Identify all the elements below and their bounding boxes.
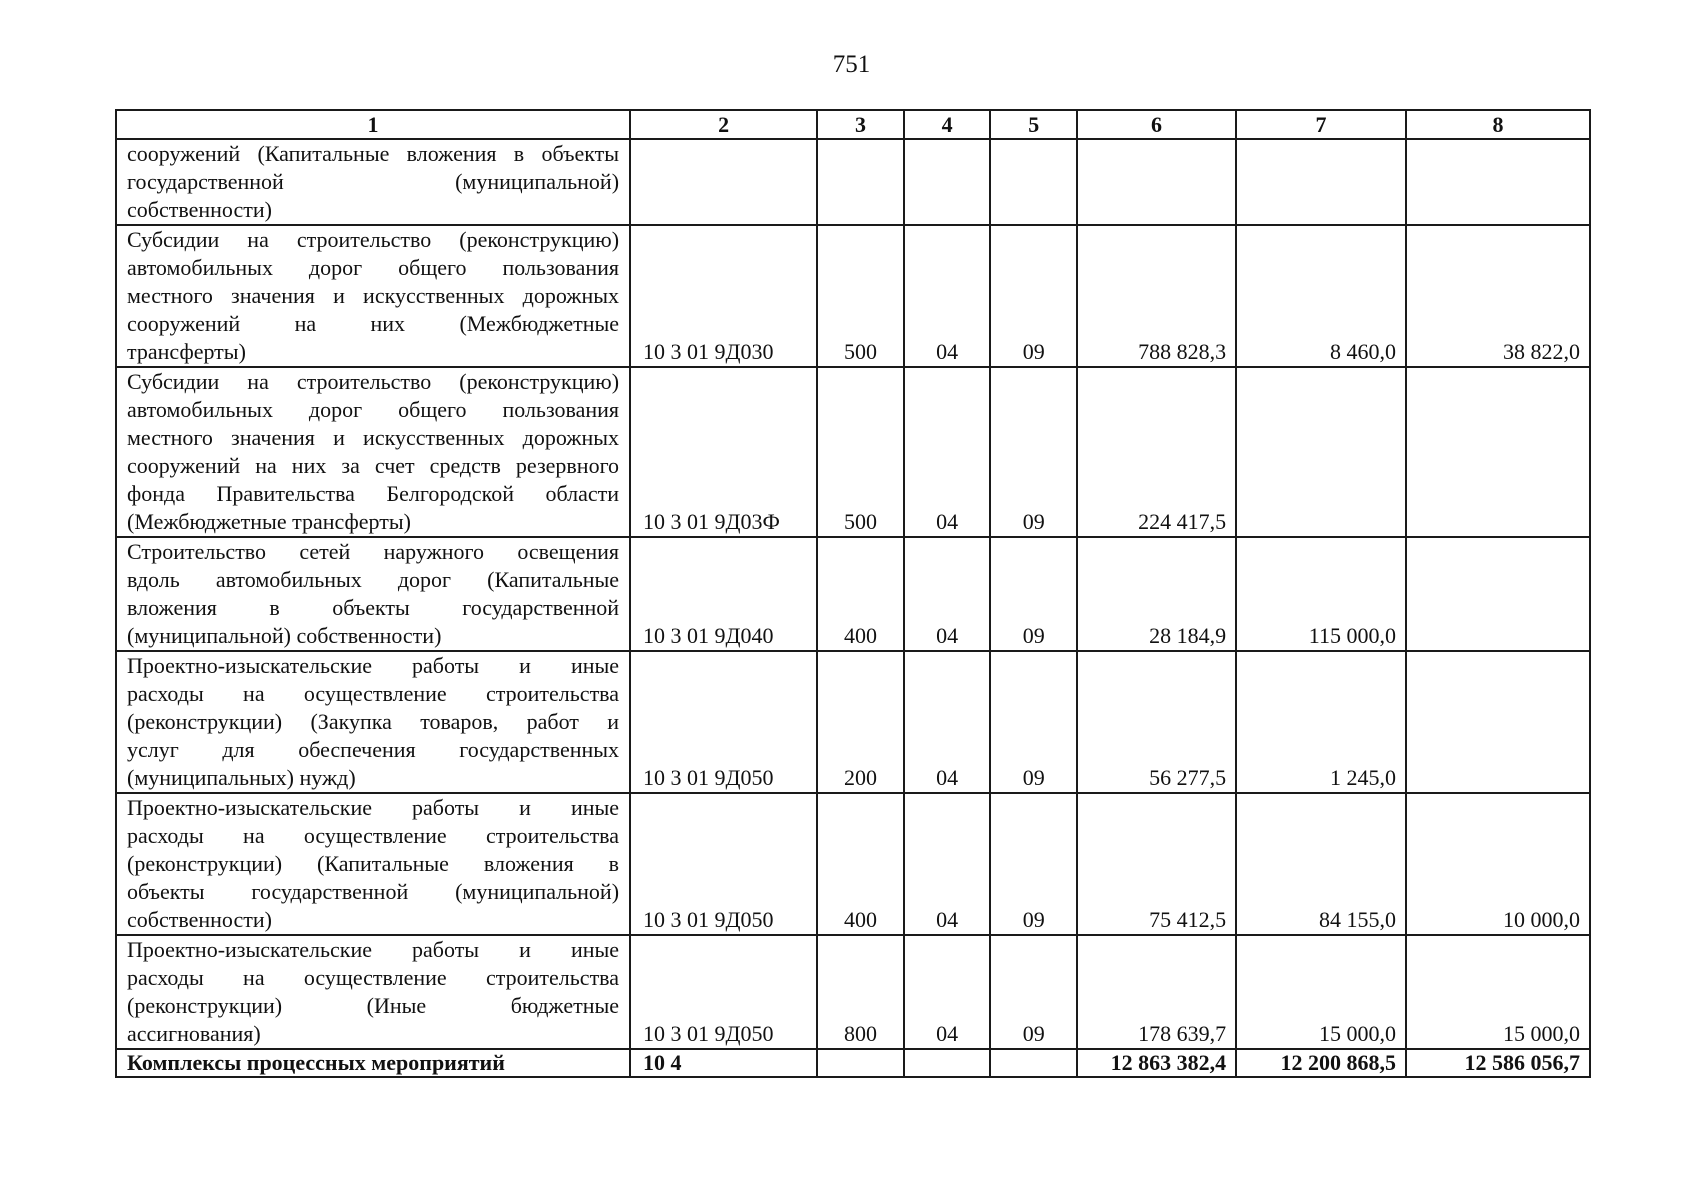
column-header: 5 — [990, 110, 1077, 139]
row-code: 10 3 01 9Д040 — [630, 537, 817, 651]
table-row — [116, 139, 1590, 225]
row-col-7: 115 000,0 — [1236, 537, 1406, 651]
row-col-4: 04 — [904, 225, 991, 367]
row-code: 10 3 01 9Д050 — [630, 793, 817, 935]
row-col-8 — [1406, 537, 1590, 651]
row-col-5: 09 — [990, 367, 1077, 537]
description-line: Субсидии на строительство (реконструкцию) — [127, 369, 620, 394]
row-col-4: 04 — [904, 537, 991, 651]
table-row — [116, 367, 1590, 537]
description-line: местного значения и искусственных дорожных — [127, 283, 620, 308]
row-col-8: 15 000,0 — [1406, 935, 1590, 1049]
row-col-6: 28 184,9 — [1077, 537, 1236, 651]
row-col-6 — [1077, 139, 1236, 225]
column-header: 8 — [1406, 110, 1590, 139]
row-description — [116, 367, 630, 537]
description-line: Строительство сетей наружного освещения — [127, 539, 620, 564]
column-header: 7 — [1236, 110, 1406, 139]
description-line: (реконструкции) (Иные бюджетные — [127, 993, 620, 1018]
description-line: местного значения и искусственных дорожных — [127, 425, 620, 450]
row-col-3: 500 — [817, 225, 904, 367]
header-row — [116, 110, 1590, 139]
column-header: 4 — [904, 110, 991, 139]
description-line: автомобильных дорог общего пользования — [127, 255, 620, 280]
row-col-7 — [1236, 367, 1406, 537]
description-line: вложения в объекты государственной — [127, 595, 620, 620]
row-col-3: 800 — [817, 935, 904, 1049]
description-line: Проектно-изыскательские работы и иные — [127, 937, 620, 962]
description-line: фонда Правительства Белгородской области — [127, 481, 620, 506]
table-cell — [817, 1049, 904, 1077]
description-line: расходы на осуществление строительства — [127, 681, 620, 706]
row-col-6: 56 277,5 — [1077, 651, 1236, 793]
row-col-7: 8 460,0 — [1236, 225, 1406, 367]
column-header: 3 — [817, 110, 904, 139]
total-label: Комплексы процессных мероприятий — [116, 1049, 630, 1077]
row-description — [116, 225, 630, 367]
description-line: Субсидии на строительство (реконструкцию) — [127, 227, 620, 252]
row-col-8: 10 000,0 — [1406, 793, 1590, 935]
description-line: сооружений на них (Межбюджетные — [127, 311, 620, 336]
description-line: расходы на осуществление строительства — [127, 965, 620, 990]
description-line: собственности) — [127, 197, 272, 222]
total-code: 10 4 — [630, 1049, 817, 1077]
row-col-5 — [990, 139, 1077, 225]
table-cell — [990, 1049, 1077, 1077]
row-col-8: 38 822,0 — [1406, 225, 1590, 367]
table-cell — [904, 1049, 991, 1077]
description-line: Проектно-изыскательские работы и иные — [127, 795, 620, 820]
description-line: (реконструкции) (Закупка товаров, работ и — [127, 709, 620, 734]
description-line: Проектно-изыскательские работы и иные — [127, 653, 620, 678]
table-row — [116, 537, 1590, 651]
row-code: 10 3 01 9Д030 — [630, 225, 817, 367]
row-col-7: 15 000,0 — [1236, 935, 1406, 1049]
description-line: сооружений на них за счет средств резервного — [127, 453, 620, 478]
description-line: услуг для обеспечения государственных — [127, 737, 620, 762]
row-code: 10 3 01 9Д050 — [630, 651, 817, 793]
description-line: (муниципальных) нужд) — [127, 765, 356, 790]
description-line: автомобильных дорог общего пользования — [127, 397, 620, 422]
table-row — [116, 935, 1590, 1049]
description-line: трансферты) — [127, 339, 246, 364]
row-col-7: 1 245,0 — [1236, 651, 1406, 793]
page-number: 751 — [832, 51, 871, 78]
row-col-3: 400 — [817, 793, 904, 935]
description-line: ассигнования) — [127, 1021, 261, 1046]
table-row — [116, 793, 1590, 935]
row-col-4: 04 — [904, 935, 991, 1049]
row-code: 10 3 01 9Д050 — [630, 935, 817, 1049]
total-col-8: 12 586 056,7 — [1406, 1049, 1590, 1077]
description-line: расходы на осуществление строительства — [127, 823, 620, 848]
row-description — [116, 793, 630, 935]
row-col-5: 09 — [990, 935, 1077, 1049]
description-line: объекты государственной (муниципальной) — [127, 879, 620, 904]
row-description — [116, 537, 630, 651]
row-col-4: 04 — [904, 793, 991, 935]
row-col-4: 04 — [904, 651, 991, 793]
row-col-8 — [1406, 651, 1590, 793]
row-col-7 — [1236, 139, 1406, 225]
description-line: (реконструкции) (Капитальные вложения в — [127, 851, 620, 876]
total-col-6: 12 863 382,4 — [1077, 1049, 1236, 1077]
description-line: государственной (муниципальной) — [127, 169, 620, 194]
row-col-6: 75 412,5 — [1077, 793, 1236, 935]
row-col-4 — [904, 139, 991, 225]
row-description — [116, 935, 630, 1049]
description-line: (муниципальной) собственности) — [127, 623, 442, 648]
description-line: (Межбюджетные трансферты) — [127, 509, 411, 534]
column-header: 6 — [1077, 110, 1236, 139]
description-line: сооружений (Капитальные вложения в объекты — [127, 141, 620, 166]
row-col-7: 84 155,0 — [1236, 793, 1406, 935]
row-col-8 — [1406, 139, 1590, 225]
row-col-6: 178 639,7 — [1077, 935, 1236, 1049]
description-line: вдоль автомобильных дорог (Капитальные — [127, 567, 620, 592]
row-description — [116, 651, 630, 793]
row-col-6: 224 417,5 — [1077, 367, 1236, 537]
row-col-5: 09 — [990, 225, 1077, 367]
budget-table — [115, 109, 1591, 1078]
row-col-8 — [1406, 367, 1590, 537]
row-code: 10 3 01 9Д03Ф — [630, 367, 817, 537]
table-row — [116, 651, 1590, 793]
row-col-3 — [817, 139, 904, 225]
row-col-5: 09 — [990, 537, 1077, 651]
row-col-3: 500 — [817, 367, 904, 537]
row-description — [116, 139, 630, 225]
table-body — [116, 139, 1590, 1077]
row-col-3: 400 — [817, 537, 904, 651]
column-header: 1 — [116, 110, 630, 139]
row-col-6: 788 828,3 — [1077, 225, 1236, 367]
description-line: собственности) — [127, 907, 272, 932]
row-code — [630, 139, 817, 225]
total-col-7: 12 200 868,5 — [1236, 1049, 1406, 1077]
table-row — [116, 225, 1590, 367]
column-header: 2 — [630, 110, 817, 139]
row-col-5: 09 — [990, 651, 1077, 793]
total-row — [116, 1049, 1590, 1077]
row-col-4: 04 — [904, 367, 991, 537]
row-col-3: 200 — [817, 651, 904, 793]
row-col-5: 09 — [990, 793, 1077, 935]
